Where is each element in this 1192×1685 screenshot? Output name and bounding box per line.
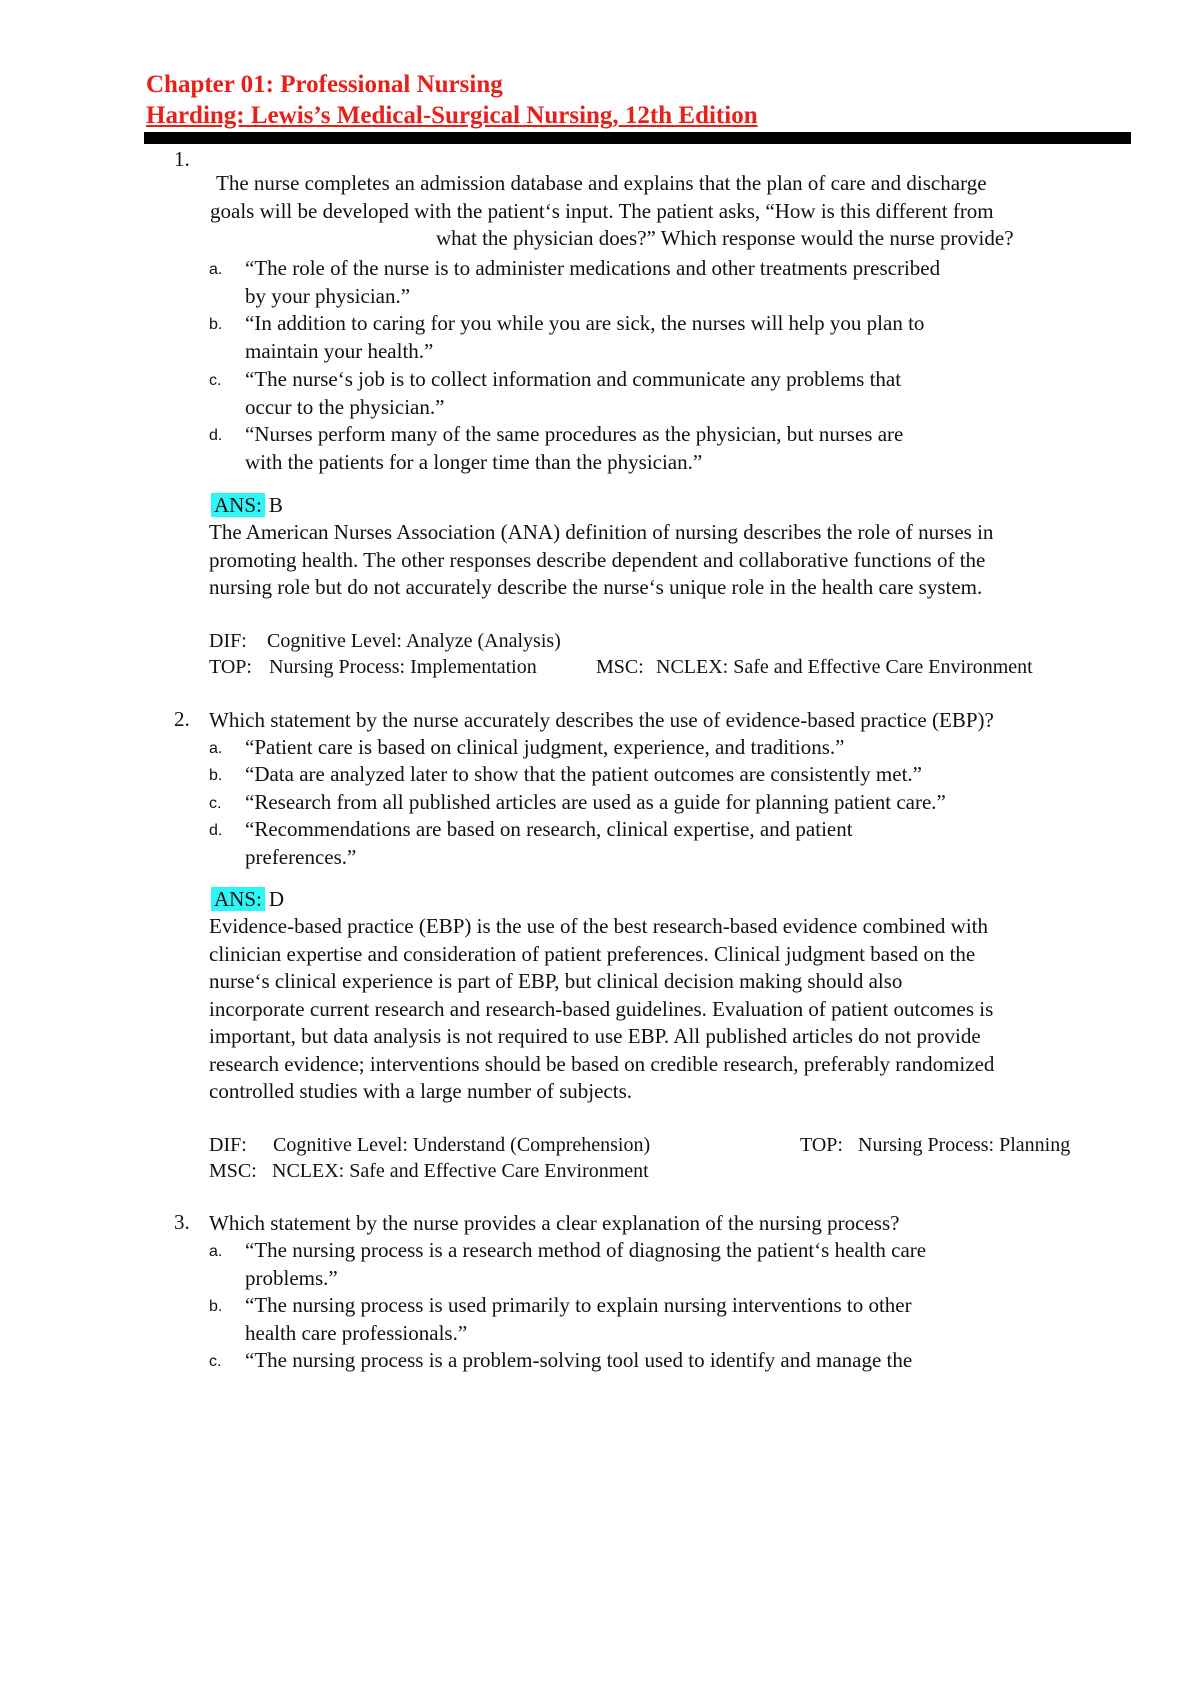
- option-text-line: “Recommendations are based on research, clinical expertise, and patient: [245, 817, 853, 841]
- header-rule: [144, 132, 1131, 144]
- option-text-line: “Data are analyzed later to show that the patient outcomes are consistently met.”: [245, 762, 922, 786]
- dif-value: Cognitive Level: Analyze (Analysis): [267, 630, 561, 652]
- question-stem: Which statement by the nurse accurately describes the use of evidence-based practice (EBP)?: [209, 708, 994, 732]
- option-letter: b.: [209, 1298, 223, 1315]
- answer-option-a: [209, 1237, 927, 1292]
- option-letter: a.: [209, 740, 223, 757]
- rationale-line: research evidence; interventions should be based on credible research, preferably randomized: [209, 1051, 995, 1076]
- msc-meta: [209, 1160, 649, 1183]
- option-letter: b.: [209, 767, 223, 784]
- top-label: TOP:: [800, 1134, 843, 1156]
- option-text-line: occur to the physician.”: [245, 394, 445, 419]
- top-value: Nursing Process: Implementation: [269, 656, 537, 678]
- answer-letter: B: [268, 493, 283, 517]
- option-text-line: by your physician.”: [245, 283, 411, 308]
- dif-label: DIF:: [209, 1134, 247, 1156]
- question-stem-line: goals will be developed with the patient‘s input. The patient asks, “How is this different from: [210, 198, 994, 223]
- answer-option-d: [209, 816, 853, 871]
- option-letter: c.: [209, 372, 222, 389]
- question-stem-line: what the physician does?” Which response would the nurse provide?: [436, 226, 1014, 250]
- option-letter: c.: [209, 1353, 222, 1370]
- option-text-line: “The role of the nurse is to administer medications and other treatments prescribed: [245, 256, 941, 280]
- rationale: [209, 913, 1129, 1106]
- msc-meta: [596, 656, 1033, 679]
- answer-option-b: [209, 310, 925, 365]
- question-number: 1.: [174, 147, 190, 171]
- answer-option-b: [209, 761, 922, 789]
- book-title: Harding: Lewis’s Medical-Surgical Nursing, 12th Edition: [146, 102, 758, 129]
- option-text-line: preferences.”: [245, 844, 357, 869]
- option-text-line: “In addition to caring for you while you are sick, the nurses will help you plan to: [245, 311, 925, 335]
- option-letter: a.: [209, 1243, 223, 1260]
- rationale-line: incorporate current research and research-based guidelines. Evaluation of patient outcomes is: [209, 996, 994, 1021]
- dif-value: Cognitive Level: Understand (Comprehension): [273, 1134, 651, 1156]
- rationale-line: controlled studies with a large number of subjects.: [209, 1079, 633, 1103]
- option-text-line: “Patient care is based on clinical judgment, experience, and traditions.”: [245, 735, 845, 759]
- question-number: 3.: [174, 1210, 190, 1234]
- rationale-line: nursing role but do not accurately describe the nurse‘s unique role in the health care system.: [209, 575, 983, 599]
- msc-label: MSC:: [209, 1160, 257, 1182]
- option-text-line: “Research from all published articles are used as a guide for planning patient care.”: [245, 790, 946, 814]
- question-stem: Which statement by the nurse provides a clear explanation of the nursing process?: [209, 1211, 900, 1235]
- option-letter: c.: [209, 795, 222, 812]
- answer-label: ANS:: [211, 493, 265, 517]
- option-text-line: health care professionals.”: [245, 1320, 468, 1345]
- option-text-line: problems.”: [245, 1265, 338, 1290]
- answer-option-d: [209, 421, 904, 476]
- option-letter: a.: [209, 261, 223, 278]
- question-stem: [210, 170, 1100, 253]
- option-text-line: “The nursing process is a problem-solving tool used to identify and manage the: [245, 1348, 913, 1372]
- dif-label: DIF:: [209, 630, 247, 652]
- chapter-title: Chapter 01: Professional Nursing: [146, 71, 503, 98]
- msc-value: NCLEX: Safe and Effective Care Environment: [272, 1160, 649, 1182]
- option-text-line: “The nurse‘s job is to collect information and communicate any problems that: [245, 367, 902, 391]
- answer-option-c: [209, 1347, 913, 1375]
- rationale-line: clinician expertise and consideration of patient preferences. Clinical judgment based on the: [209, 941, 976, 966]
- answer-key: [211, 493, 283, 518]
- top-label: TOP:: [209, 656, 252, 678]
- answer-option-c: [209, 789, 946, 817]
- difficulty-meta: [209, 630, 561, 653]
- rationale-line: Evidence-based practice (EBP) is the use of the best research-based evidence combined with: [209, 914, 989, 938]
- question-stem-line: The nurse completes an admission database and explains that the plan of care and discharge: [216, 171, 987, 195]
- msc-label: MSC:: [596, 656, 644, 678]
- option-text-line: “Nurses perform many of the same procedures as the physician, but nurses are: [245, 422, 904, 446]
- answer-label: ANS:: [211, 887, 265, 911]
- rationale-line: The American Nurses Association (ANA) definition of nursing describes the role of nurses in: [209, 520, 994, 544]
- option-text-line: “The nursing process is used primarily to explain nursing interventions to other: [245, 1293, 912, 1317]
- rationale-line: nurse‘s clinical experience is part of EBP, but clinical decision making should also: [209, 969, 903, 993]
- rationale: [209, 519, 1129, 602]
- msc-value: NCLEX: Safe and Effective Care Environment: [656, 656, 1033, 678]
- topic-meta: [800, 1134, 1070, 1157]
- option-text-line: “The nursing process is a research method of diagnosing the patient‘s health care: [245, 1238, 927, 1262]
- answer-option-a: [209, 255, 941, 310]
- answer-option-b: [209, 1292, 912, 1347]
- difficulty-meta: [209, 1134, 650, 1157]
- answer-option-c: [209, 366, 902, 421]
- answer-key: [211, 887, 284, 912]
- option-letter: d.: [209, 427, 223, 444]
- answer-letter: D: [268, 887, 285, 911]
- answer-option-a: [209, 734, 845, 762]
- question-number: 2.: [174, 707, 190, 731]
- option-text-line: maintain your health.”: [245, 338, 434, 363]
- top-value: Nursing Process: Planning: [858, 1134, 1071, 1156]
- topic-meta: [209, 656, 537, 679]
- option-letter: d.: [209, 822, 223, 839]
- option-text-line: with the patients for a longer time than the physician.”: [245, 449, 703, 474]
- rationale-line: promoting health. The other responses describe dependent and collaborative functions of the: [209, 547, 986, 572]
- option-letter: b.: [209, 316, 223, 333]
- rationale-line: important, but data analysis is not required to use EBP. All published articles do not provide: [209, 1024, 981, 1048]
